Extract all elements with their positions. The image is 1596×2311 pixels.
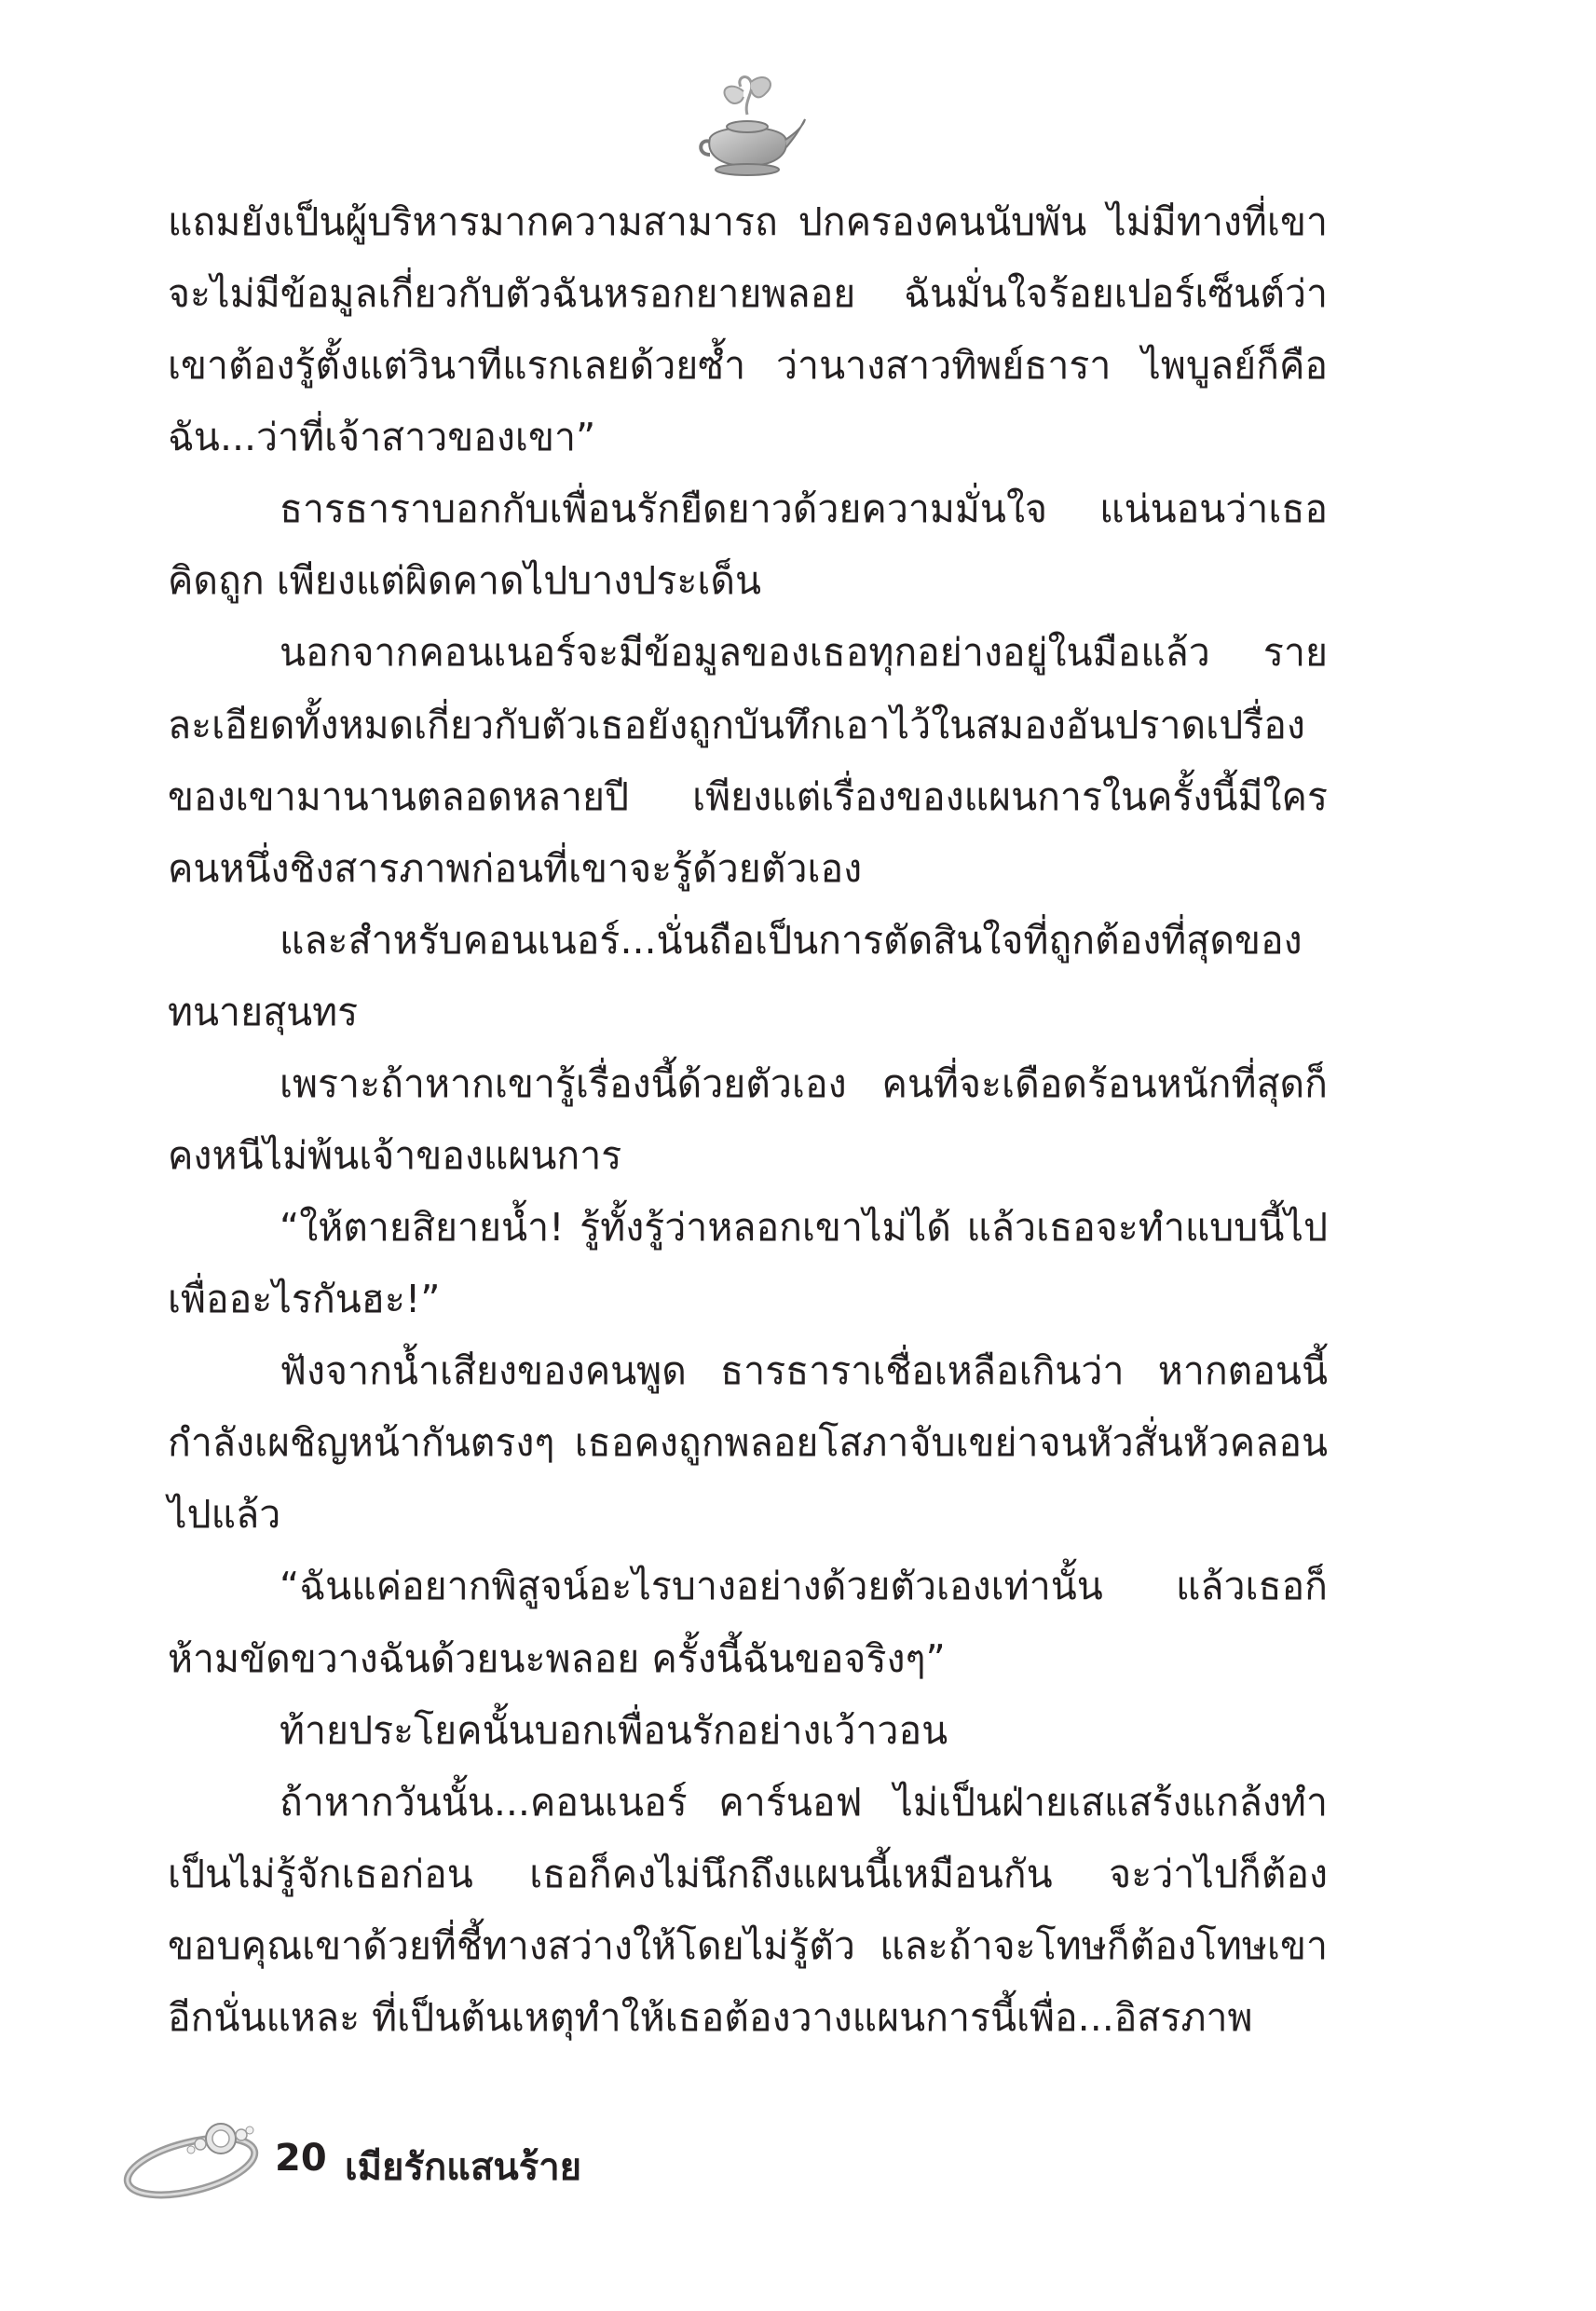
paragraph: ถ้าหากวันนั้น...คอนเนอร์ คาร์นอฟ ไม่เป็นฝ่ายเสแสร้งแกล้งทำเป็นไม่รู้จักเธอก่อน เธอก็คงไม่นึกถึงแผนนี้เหมือนกัน จะว่าไปก็ต้องขอบคุณเขาด้วยที่ชี้ทางสว่างให้โดยไม่รู้ตัว และถ้าจะโทษก็ต้องโทษเขาอีกนั่นแหละ ที่เป็นต้นเหตุทำให้เธอต้องวางแผนการนี้เพื่อ...อิสรภาพ xyxy=(168,1779,1328,2040)
paragraph: ท้ายประโยคนั้นบอกเพื่อนรักอย่างเว้าวอน xyxy=(280,1707,948,1753)
paragraph: และสำหรับคอนเนอร์...นั่นถือเป็นการตัดสินใจที่ถูกต้องที่สุดของทนายสุนทร xyxy=(168,917,1303,1034)
paragraph: ธารธาราบอกกับเพื่อนรักยืดยาวด้วยความมั่นใจ แน่นอนว่าเธอคิดถูก เพียงแต่ผิดคาดไปบางประเด็น xyxy=(168,486,1328,604)
book-title: เมียรักแสนร้าย xyxy=(345,2146,582,2189)
paragraph: ฟังจากน้ำเสียงของคนพูด ธารธาราเชื่อเหลือเกินว่า หากตอนนี้กำลังเผชิญหน้ากันตรงๆ เธอคงถูกพลอยโสภาจับเขย่าจนหัวสั่นหัวคลอนไปแล้ว xyxy=(168,1348,1328,1538)
paragraph: เพราะถ้าหากเขารู้เรื่องนี้ด้วยตัวเอง คนที่จะเดือดร้อนหนักที่สุดก็คงหนีไม่พ้นเจ้าของแผนการ xyxy=(168,1060,1328,1179)
teapot-fairy-icon xyxy=(689,73,806,185)
paragraph: “ให้ตายสิยายน้ำ! รู้ทั้งรู้ว่าหลอกเขาไม่ได้ แล้วเธอจะทำแบบนี้ไปเพื่ออะไรกันฮะ!” xyxy=(168,1205,1328,1322)
paragraph: “ฉันแค่อยากพิสูจน์อะไรบางอย่างด้วยตัวเองเท่านั้น แล้วเธอก็ห้ามขัดขวางฉันด้วยนะพลอย ครั้งนี้ฉันขอจริงๆ” xyxy=(168,1564,1328,1681)
chapter-text xyxy=(168,186,1328,2054)
page-number: 20 xyxy=(275,2137,327,2180)
diamond-ring-icon xyxy=(116,2101,275,2204)
page-footer xyxy=(116,2101,769,2213)
paragraph: นอกจากคอนเนอร์จะมีข้อมูลของเธอทุกอย่างอยู่ในมือแล้ว รายละเอียดทั้งหมดเกี่ยวกับตัวเธอยังถูกบันทึกเอาไว้ในสมองอันปราดเปรื่องของเขามานานตลอดหลายปี เพียงแต่เรื่องของแผนการในครั้งนี้มีใครคนหนึ่งชิงสารภาพก่อนที่เขาจะรู้ด้วยตัวเอง xyxy=(168,630,1328,891)
paragraph: แถมยังเป็นผู้บริหารมากความสามารถ ปกครองคนนับพัน ไม่มีทางที่เขาจะไม่มีข้อมูลเกี่ยวกับตัวฉันหรอกยายพลอย ฉันมั่นใจร้อยเปอร์เซ็นต์ว่าเขาต้องรู้ตั้งแต่วินาทีแรกเลยด้วยซ้ำ ว่านางสาวทิพย์ธารา ไพบูลย์ก็คือฉัน...ว่าที่เจ้าสาวของเขา” xyxy=(168,199,1328,460)
